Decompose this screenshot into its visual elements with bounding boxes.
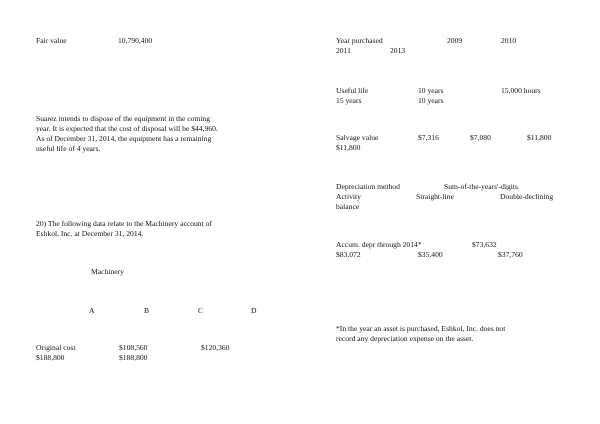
question-20-line: Eshkol, Inc. at December 31, 2014. <box>36 229 144 238</box>
salvage-value-d: $11,800 <box>336 143 361 152</box>
useful-life-a: 10 years <box>418 86 444 95</box>
suarez-line: useful life of 4 years. <box>36 144 101 153</box>
depreciation-method-c: Straight-line <box>416 192 454 201</box>
year-purchased-label: Year purchased <box>336 36 383 45</box>
footnote-line: record any depreciation expense on the asset. <box>336 334 474 343</box>
footnote-line: *In the year an asset is purchased, Eshkol, Inc. does not <box>336 324 506 333</box>
salvage-value-label: Salvage value <box>336 133 379 142</box>
suarez-line: As of December 31, 2014, the equipment has a remaining <box>36 134 212 143</box>
footnote <box>336 324 576 344</box>
useful-life-c: 15 years <box>336 96 362 105</box>
depreciation-method-a: Sum-of-the-years'-digits <box>444 182 518 191</box>
year-purchased-c: 2011 <box>336 46 351 55</box>
salvage-value-c: $11,800 <box>527 133 552 142</box>
column-header-b: B <box>144 306 150 315</box>
accumulated-depreciation-b: $83,072 <box>336 250 361 259</box>
depreciation-method-label: Depreciation method <box>336 182 400 191</box>
depreciation-method-d-continued: balance <box>336 202 360 211</box>
original-cost-label: Original cost <box>36 343 76 352</box>
original-cost-c: $188,800 <box>36 353 65 362</box>
salvage-value-a: $7,316 <box>418 133 439 142</box>
salvage-value-b: $7,080 <box>470 133 491 142</box>
original-cost-a: $108,560 <box>119 343 148 352</box>
accumulated-depreciation-c: $35,400 <box>418 250 443 259</box>
depreciation-method-d: Double-declining <box>500 192 554 201</box>
suarez-line: year. It is expected that the cost of disposal will be $44,960. <box>36 124 218 133</box>
column-header-d: D <box>251 306 257 315</box>
column-header-c: C <box>198 306 204 315</box>
depreciation-method-b: Activity <box>336 192 361 201</box>
original-cost-b: $120,360 <box>201 343 230 352</box>
useful-life-b: 15,000 hours <box>501 86 541 95</box>
useful-life-label: Useful life <box>336 86 369 95</box>
year-purchased-a: 2009 <box>447 36 463 45</box>
original-cost-d: $188,800 <box>119 353 148 362</box>
year-purchased-d: 2013 <box>390 46 406 55</box>
accumulated-depreciation-label: Accum. depr through 2014* <box>336 240 422 249</box>
accumulated-depreciation-a: $73,632 <box>472 240 497 249</box>
fair-value-label: Fair value <box>36 36 67 45</box>
year-purchased-b: 2010 <box>501 36 517 45</box>
suarez-paragraph <box>36 114 306 154</box>
suarez-line: Suarez intends to dispose of the equipment in the coming <box>36 114 210 123</box>
accumulated-depreciation-d: $37,760 <box>498 250 523 259</box>
question-20-line: 20) The following data relate to the Machinery account of <box>36 219 212 228</box>
useful-life-d: 10 years <box>418 96 444 105</box>
question-20-paragraph <box>36 219 306 239</box>
machinery-heading: Machinery <box>91 267 124 276</box>
fair-value-amount: 10,790,400 <box>118 36 153 45</box>
column-header-a: A <box>89 306 95 315</box>
